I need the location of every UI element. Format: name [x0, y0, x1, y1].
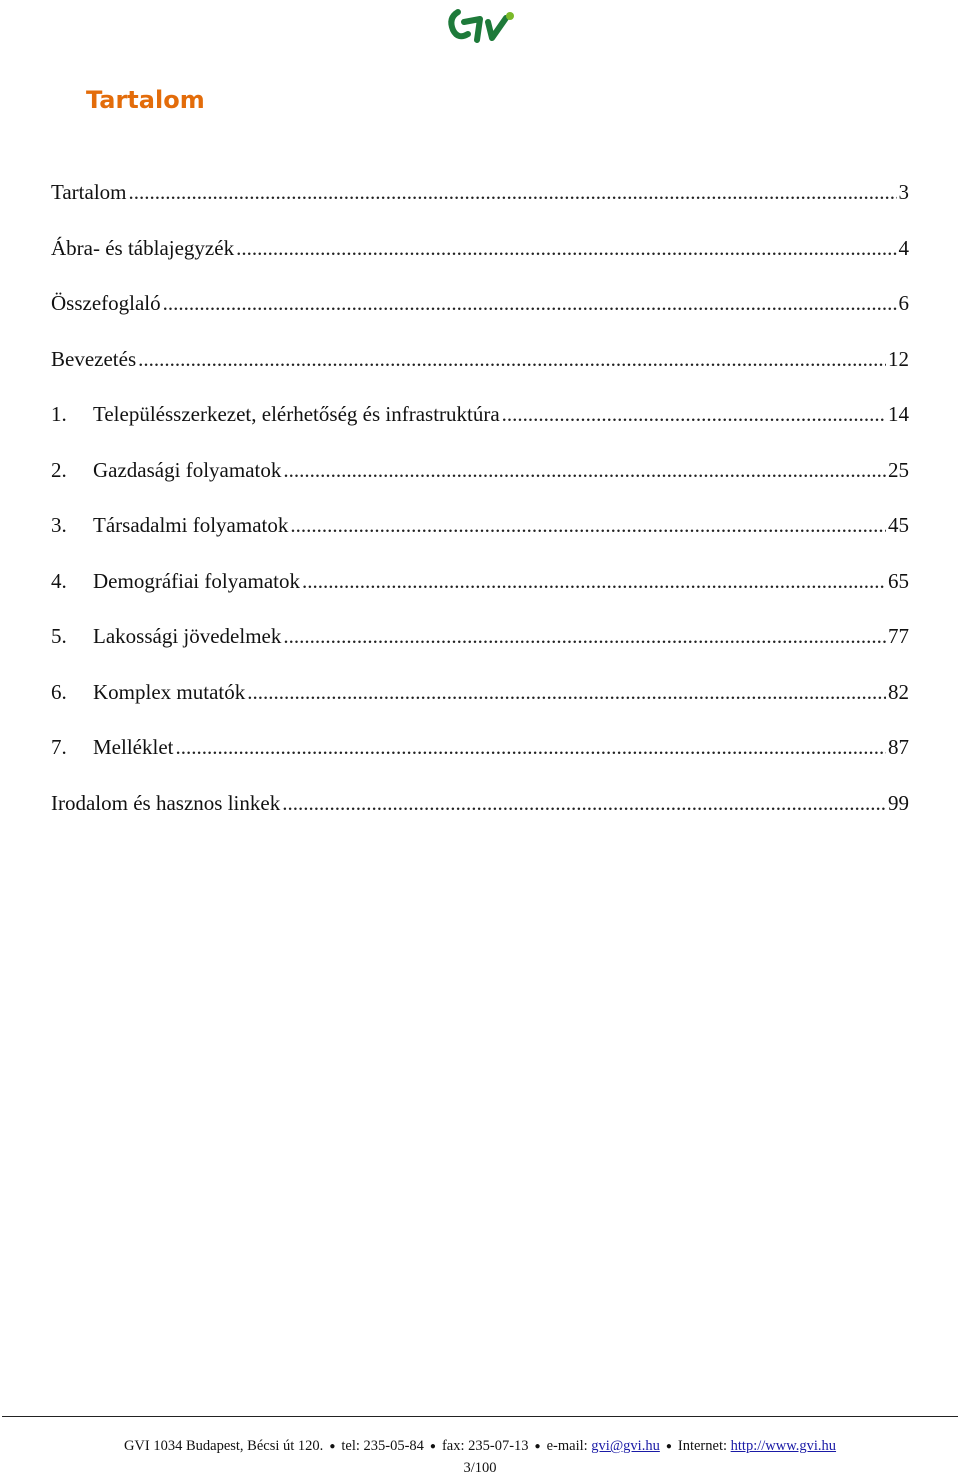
footer-website-link[interactable]: http://www.gvi.hu: [730, 1438, 837, 1454]
toc-entry[interactable]: [51, 731, 909, 787]
toc-label: Ábra- és táblajegyzék: [51, 235, 235, 260]
toc-page: 99: [888, 790, 909, 815]
toc-page: 45: [888, 513, 909, 537]
bullet-icon: ●: [534, 1441, 541, 1453]
toc-entry[interactable]: [51, 509, 909, 565]
toc-page: 77: [888, 624, 909, 648]
toc-leader: [163, 287, 897, 320]
toc-leader: [236, 232, 896, 265]
toc-label: Melléklet: [93, 735, 174, 759]
toc-leader: [302, 565, 886, 598]
toc-label: Demográfiai folyamatok: [93, 568, 301, 593]
toc-label: Társadalmi folyamatok: [93, 513, 289, 537]
toc-entry[interactable]: [51, 343, 909, 399]
toc-page: 14: [888, 402, 909, 426]
toc-label: Összefoglaló: [51, 291, 161, 315]
toc-leader: [247, 676, 886, 709]
footer-contact: [0, 1438, 960, 1455]
toc-leader: [175, 731, 886, 764]
toc-label: Irodalom és hasznos linkek: [51, 790, 281, 815]
table-of-contents: [51, 176, 909, 842]
footer-fax: fax: 235-07-13: [441, 1438, 529, 1454]
footer-org: GVI: [123, 1438, 150, 1454]
toc-page: 65: [888, 568, 909, 593]
toc-leader: [283, 454, 886, 487]
toc-number: 1.: [51, 402, 67, 426]
toc-page: 4: [898, 235, 909, 260]
toc-entry[interactable]: [51, 565, 909, 621]
toc-label: Településszerkezet, elérhetőség és infrastruktúra: [93, 402, 500, 426]
toc-page: 12: [888, 346, 909, 371]
footer-tel: tel: 235-05-84: [341, 1438, 424, 1454]
toc-label: Tartalom: [51, 180, 127, 204]
toc-label: Bevezetés: [51, 346, 137, 371]
toc-page: 3: [898, 180, 909, 204]
toc-number: 5.: [51, 624, 67, 648]
toc-number: 6.: [51, 679, 67, 704]
toc-entry[interactable]: [51, 676, 909, 732]
toc-page: 87: [888, 735, 909, 759]
footer-email-label: e-mail:: [546, 1438, 588, 1454]
toc-page: 82: [888, 679, 909, 704]
toc-entry[interactable]: [51, 176, 909, 232]
toc-number: 4.: [51, 568, 67, 593]
toc-entry[interactable]: [51, 454, 909, 510]
footer-address: 1034 Budapest, Bécsi út 120.: [153, 1438, 324, 1454]
toc-entry[interactable]: [51, 787, 909, 843]
toc-leader: [138, 343, 886, 376]
toc-page: 6: [898, 291, 909, 315]
toc-number: 7.: [51, 735, 67, 759]
toc-leader: [283, 620, 886, 653]
toc-number: 2.: [51, 457, 67, 482]
toc-number: 3.: [51, 513, 67, 537]
toc-label: Lakossági jövedelmek: [93, 624, 282, 648]
toc-label: Komplex mutatók: [93, 679, 246, 704]
toc-leader: [282, 787, 886, 820]
toc-title: Tartalom: [86, 86, 205, 114]
toc-entry[interactable]: [51, 287, 909, 343]
toc-page: 25: [888, 457, 909, 482]
bullet-icon: ●: [665, 1441, 672, 1453]
footer-email-link[interactable]: gvi@gvi.hu: [591, 1438, 660, 1454]
footer-divider: [2, 1416, 958, 1417]
toc-entry[interactable]: [51, 398, 909, 454]
toc-entry[interactable]: [51, 232, 909, 288]
toc-leader: [290, 509, 886, 542]
bullet-icon: ●: [429, 1441, 436, 1453]
gvi-logo-icon: [444, 4, 518, 44]
page-number: 3/100: [463, 1460, 497, 1476]
bullet-icon: ●: [329, 1441, 336, 1453]
toc-entry[interactable]: [51, 620, 909, 676]
toc-label: Gazdasági folyamatok: [93, 457, 282, 482]
footer-internet-label: Internet:: [677, 1438, 728, 1454]
toc-leader: [129, 176, 897, 209]
toc-leader: [502, 398, 886, 431]
